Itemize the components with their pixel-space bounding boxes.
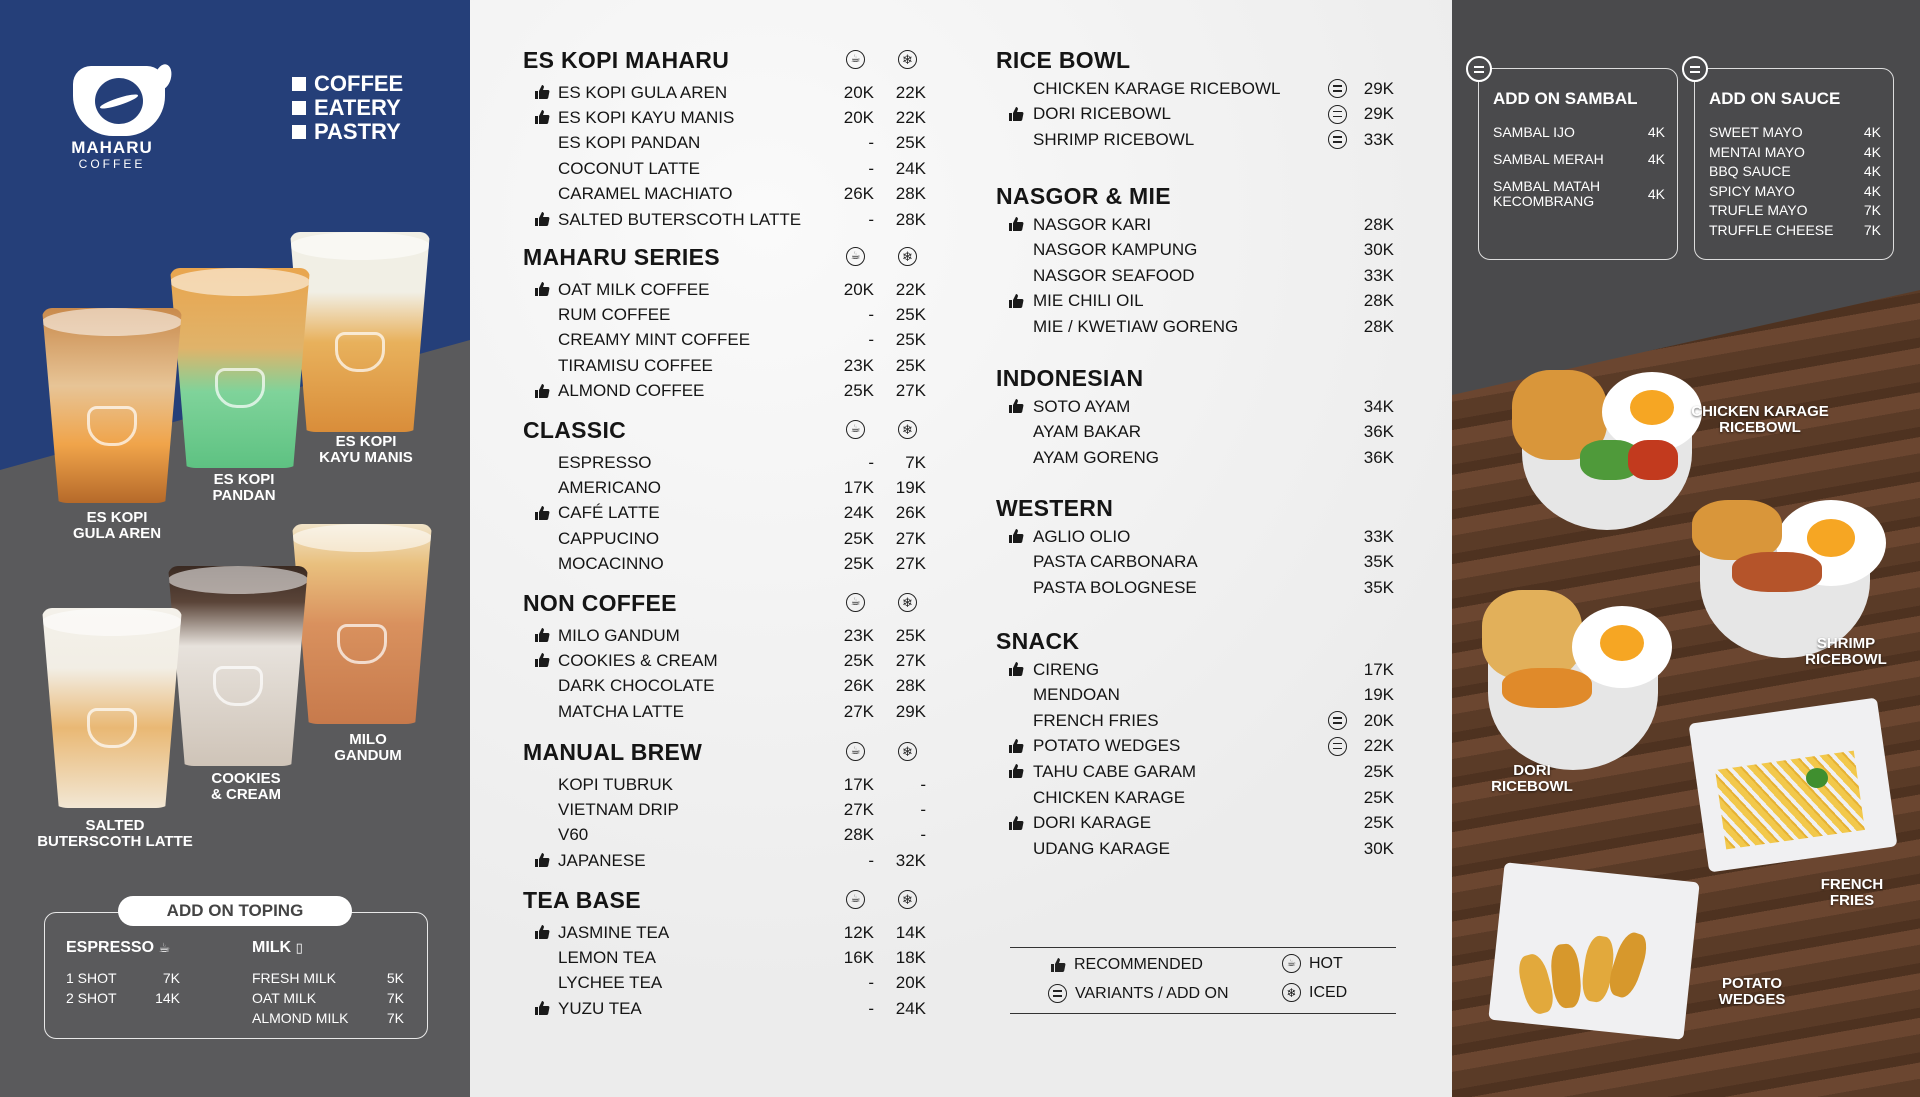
item-name: TIRAMISU COFFEE xyxy=(558,355,713,375)
thumbs-up-icon xyxy=(1008,398,1024,414)
price: 17K xyxy=(1363,659,1394,679)
menu-item xyxy=(1008,708,1398,733)
milk-heading: MILK ▯ xyxy=(252,939,303,956)
sambal-row: SAMBAL MATAH KECOMBRANG 4K xyxy=(1493,178,1665,209)
section-title-snack: SNACK xyxy=(996,628,1080,654)
menu-item xyxy=(1008,127,1398,152)
price-hot: - xyxy=(868,452,874,472)
price-hot: 25K xyxy=(843,381,874,401)
sambal-row: SAMBAL MERAH 4K xyxy=(1493,151,1665,167)
menu-item xyxy=(1008,785,1398,810)
price-hot: 17K xyxy=(843,774,874,794)
item-name: MATCHA LATTE xyxy=(558,701,684,721)
item-name: SOTO AYAM xyxy=(1033,396,1131,416)
add-on-sauce-title: ADD ON SAUCE xyxy=(1709,89,1841,108)
menu-item xyxy=(1008,289,1398,314)
sauce-row: BBQ SAUCE 4K xyxy=(1709,163,1881,179)
photo-label-salted-buterscoth-latte: SALTED BUTERSCOTH LATTE xyxy=(37,817,193,850)
thumbs-up-icon xyxy=(534,924,550,940)
menu-item xyxy=(534,674,934,699)
menu-item xyxy=(534,328,934,353)
item-name: V60 xyxy=(558,825,589,845)
item-name: DORI KARAGE xyxy=(1033,813,1152,833)
snowflake-icon: ❄ xyxy=(898,742,917,761)
price-iced: 24K xyxy=(895,998,926,1018)
price-hot: 25K xyxy=(843,554,874,574)
bullet-square-icon xyxy=(292,125,306,139)
price-iced: 27K xyxy=(895,650,926,670)
price-iced: 22K xyxy=(895,82,926,102)
item-name: AGLIO OLIO xyxy=(1033,526,1131,546)
price-iced: 20K xyxy=(895,973,926,993)
menu-item xyxy=(1008,836,1398,861)
milk-carton-icon: ▯ xyxy=(295,940,303,955)
menu-item xyxy=(534,131,934,156)
price: 25K xyxy=(1363,813,1394,833)
price: 28K xyxy=(1363,214,1394,234)
hot-cup-icon: ☕ xyxy=(846,742,865,761)
menu-item xyxy=(1008,550,1398,575)
thumbs-up-icon xyxy=(1008,815,1024,831)
price-hot: 25K xyxy=(843,650,874,670)
menu-item xyxy=(534,379,934,404)
topping-row: ALMOND MILK 7K xyxy=(252,1010,404,1026)
price: 34K xyxy=(1363,396,1394,416)
item-name: RUM COFFEE xyxy=(558,304,671,324)
item-name: POTATO WEDGES xyxy=(1033,736,1181,756)
menu-item xyxy=(1008,734,1398,759)
price-hot: 26K xyxy=(843,184,874,204)
price: 33K xyxy=(1363,265,1394,285)
section-title-classic: CLASSIC xyxy=(523,417,627,443)
price-hot: 20K xyxy=(843,82,874,102)
price-hot: 27K xyxy=(843,799,874,819)
price-hot: - xyxy=(868,133,874,153)
legend-hot: ☕ HOT xyxy=(1282,954,1343,973)
item-name: COCONUT LATTE xyxy=(558,158,700,178)
menu-item xyxy=(1008,683,1398,708)
menu-item xyxy=(1008,445,1398,470)
cup-es-kopi-kayu-manis xyxy=(290,232,430,432)
item-name: FRENCH FRIES xyxy=(1033,710,1159,730)
price-iced: 26K xyxy=(895,503,926,523)
price-hot: 25K xyxy=(843,528,874,548)
menu-item xyxy=(534,277,934,302)
add-on-toping-title: ADD ON TOPING xyxy=(118,896,352,926)
price-iced: 27K xyxy=(895,381,926,401)
menu-item xyxy=(534,105,934,130)
snowflake-icon: ❄ xyxy=(898,50,917,69)
price-hot: 27K xyxy=(843,701,874,721)
section-title-maharu-series: MAHARU SERIES xyxy=(523,244,720,270)
price-iced: 22K xyxy=(895,279,926,299)
thumbs-up-icon xyxy=(1008,106,1024,122)
legend xyxy=(1010,947,1396,1014)
legend-variants: VARIANTS / ADD ON xyxy=(1048,984,1229,1003)
price: 36K xyxy=(1363,447,1394,467)
menu-item xyxy=(1008,102,1398,127)
price-iced: 19K xyxy=(895,477,926,497)
cup-cookies-cream xyxy=(168,566,308,766)
item-name: CIRENG xyxy=(1033,659,1100,679)
price-iced: - xyxy=(920,825,926,845)
thumbs-up-icon xyxy=(534,505,550,521)
menu-item xyxy=(534,302,934,327)
thumbs-up-icon xyxy=(1008,763,1024,779)
price-hot: 20K xyxy=(843,107,874,127)
price: 33K xyxy=(1363,129,1394,149)
brand-subtitle: COFFEE xyxy=(78,157,146,171)
hot-cup-icon: ☕ xyxy=(846,420,865,439)
price: 35K xyxy=(1363,552,1394,572)
price: 29K xyxy=(1363,78,1394,98)
item-name: KOPI TUBRUK xyxy=(558,774,673,794)
item-name: PASTA CARBONARA xyxy=(1033,552,1198,572)
thumbs-up-icon xyxy=(534,627,550,643)
thumbs-up-icon xyxy=(1008,661,1024,677)
cup-milo-gandum xyxy=(292,524,432,724)
price-hot: - xyxy=(868,973,874,993)
section-title-western: WESTERN xyxy=(996,495,1114,521)
item-name: SALTED BUTERSCOTH LATTE xyxy=(558,209,802,229)
menu-item xyxy=(534,848,934,873)
item-name: VIETNAM DRIP xyxy=(558,799,679,819)
item-name: CAFÉ LATTE xyxy=(558,503,660,523)
hot-cup-icon: ☕ xyxy=(1282,954,1301,973)
sauce-row: SPICY MAYO 4K xyxy=(1709,183,1881,199)
item-name: YUZU TEA xyxy=(558,998,642,1018)
menu-item xyxy=(534,920,934,945)
maharu-logo-icon xyxy=(73,66,165,136)
section-title-manual-brew: MANUAL BREW xyxy=(523,739,703,765)
price-iced: 18K xyxy=(895,947,926,967)
menu-item xyxy=(534,945,934,970)
hot-cup-icon: ☕ xyxy=(846,247,865,266)
item-name: CAPPUCINO xyxy=(558,528,660,548)
list-circle-icon xyxy=(1048,984,1067,1003)
parsley-garnish xyxy=(1806,768,1828,788)
menu-item xyxy=(534,475,934,500)
item-name: MENDOAN xyxy=(1033,685,1120,705)
item-name: MIE CHILI OIL xyxy=(1033,291,1144,311)
price-hot: - xyxy=(868,330,874,350)
topping-row: OAT MILK 7K xyxy=(252,990,404,1006)
price: 19K xyxy=(1363,685,1394,705)
add-on-sambal-title: ADD ON SAMBAL xyxy=(1493,89,1638,108)
price: 36K xyxy=(1363,422,1394,442)
menu-item xyxy=(534,971,934,996)
price-hot: - xyxy=(868,158,874,178)
sauce-row: TRUFLE MAYO 7K xyxy=(1709,202,1881,218)
price-hot: 23K xyxy=(843,625,874,645)
thumbs-up-icon xyxy=(534,109,550,125)
item-name: CHICKEN KARAGE xyxy=(1033,787,1186,807)
topping-row: 1 SHOT 7K xyxy=(66,970,180,986)
sauce-row: TRUFFLE CHEESE 7K xyxy=(1709,222,1881,238)
item-name: AYAM BAKAR xyxy=(1033,422,1142,442)
add-on-sauce-box xyxy=(1694,68,1894,260)
price-hot: 12K xyxy=(843,922,874,942)
price-iced: 25K xyxy=(895,330,926,350)
thumbs-up-icon xyxy=(1008,216,1024,232)
thumbs-up-icon xyxy=(534,852,550,868)
item-name: MILO GANDUM xyxy=(558,625,680,645)
price-iced: 28K xyxy=(895,209,926,229)
menu-item xyxy=(534,353,934,378)
item-name: MOCACINNO xyxy=(558,554,664,574)
thumbs-up-icon xyxy=(534,652,550,668)
brand-name: MAHARU xyxy=(71,138,153,157)
hot-cup-icon: ☕ xyxy=(846,593,865,612)
price-hot: 28K xyxy=(843,825,874,845)
menu-item xyxy=(1008,212,1398,237)
item-name: PASTA BOLOGNESE xyxy=(1033,577,1197,597)
item-name: AYAM GORENG xyxy=(1033,447,1159,467)
topping-row: 2 SHOT 14K xyxy=(66,990,180,1006)
cup-icon: ☕ xyxy=(158,940,171,955)
thumbs-up-icon xyxy=(534,1000,550,1016)
item-name: JAPANESE xyxy=(558,850,646,870)
price-iced: 29K xyxy=(895,701,926,721)
price: 25K xyxy=(1363,761,1394,781)
hot-cup-icon: ☕ xyxy=(846,50,865,69)
item-name: OAT MILK COFFEE xyxy=(558,279,710,299)
photo-label-dori-ricebowl: DORI RICEBOWL xyxy=(1491,762,1573,795)
item-name: SHRIMP RICEBOWL xyxy=(1033,129,1195,149)
item-name: COOKIES & CREAM xyxy=(558,650,718,670)
thumbs-up-icon xyxy=(534,84,550,100)
price: 25K xyxy=(1363,787,1394,807)
item-name: UDANG KARAGE xyxy=(1033,838,1170,858)
thumbs-up-icon xyxy=(1008,738,1024,754)
thumbs-up-icon xyxy=(534,281,550,297)
section-title-non-coffee: NON COFFEE xyxy=(523,590,677,616)
price-iced: 25K xyxy=(895,625,926,645)
price: 28K xyxy=(1363,316,1394,336)
thumbs-up-icon xyxy=(1008,293,1024,309)
item-name: TAHU CABE GARAM xyxy=(1033,761,1197,781)
menu-item xyxy=(534,207,934,232)
price-hot: - xyxy=(868,850,874,870)
item-name: DARK CHOCOLATE xyxy=(558,676,715,696)
price-hot: 16K xyxy=(843,947,874,967)
section-title-rice-bowl: RICE BOWL xyxy=(996,47,1131,73)
bullet-square-icon xyxy=(292,101,306,115)
price: 20K xyxy=(1363,710,1394,730)
price-hot: - xyxy=(868,998,874,1018)
legend-recommended: RECOMMENDED xyxy=(1050,956,1203,974)
menu-item xyxy=(534,526,934,551)
photo-label-chicken-karage-ricebowl: CHICKEN KARAGE RICEBOWL xyxy=(1691,403,1829,436)
menu-item xyxy=(534,450,934,475)
snowflake-icon: ❄ xyxy=(898,420,917,439)
price-iced: - xyxy=(920,799,926,819)
price: 33K xyxy=(1363,526,1394,546)
menu-item xyxy=(1008,394,1398,419)
thumbs-up-icon xyxy=(534,383,550,399)
price: 35K xyxy=(1363,577,1394,597)
price-hot: - xyxy=(868,304,874,324)
espresso-heading: ESPRESSO ☕ xyxy=(66,939,171,956)
item-name: ALMOND COFFEE xyxy=(558,381,705,401)
price-hot: 26K xyxy=(843,676,874,696)
photo-label-shrimp-ricebowl: SHRIMP RICEBOWL xyxy=(1805,635,1887,668)
category-coffee: COFFEE xyxy=(314,71,404,96)
snowflake-icon: ❄ xyxy=(898,247,917,266)
photo-label-es-kopi-kayu-manis: ES KOPI KAYU MANIS xyxy=(319,433,413,466)
menu-item xyxy=(534,156,934,181)
menu-item xyxy=(1008,314,1398,339)
menu-item xyxy=(1008,76,1398,101)
brand-categories xyxy=(292,72,403,144)
price-iced: 25K xyxy=(895,133,926,153)
item-name: NASGOR KARI xyxy=(1033,214,1152,234)
price: 28K xyxy=(1363,291,1394,311)
price: 30K xyxy=(1363,240,1394,260)
item-name: ES KOPI KAYU MANIS xyxy=(558,107,735,127)
hot-cup-icon: ☕ xyxy=(846,890,865,909)
item-name: JASMINE TEA xyxy=(558,922,670,942)
item-name: ES KOPI GULA AREN xyxy=(558,82,728,102)
menu-item xyxy=(534,797,934,822)
price-hot: 24K xyxy=(843,503,874,523)
menu-item xyxy=(1008,811,1398,836)
price: 22K xyxy=(1363,736,1394,756)
legend-iced: ❄ ICED xyxy=(1282,983,1347,1002)
menu-item xyxy=(534,772,934,797)
price-iced: 7K xyxy=(905,452,926,472)
menu-item xyxy=(534,648,934,673)
price-iced: 14K xyxy=(895,922,926,942)
category-pastry: PASTRY xyxy=(314,119,401,144)
menu-item xyxy=(1008,759,1398,784)
item-name: AMERICANO xyxy=(558,477,661,497)
menu-item xyxy=(1008,263,1398,288)
add-on-sambal-box xyxy=(1478,68,1678,260)
thumbs-up-icon xyxy=(1008,528,1024,544)
sauce-row: SWEET MAYO 4K xyxy=(1709,124,1881,140)
item-name: ES KOPI PANDAN xyxy=(558,133,701,153)
photo-label-french-fries: FRENCH FRIES xyxy=(1820,876,1884,909)
price-iced: 27K xyxy=(895,528,926,548)
bullet-square-icon xyxy=(292,77,306,91)
menu-item xyxy=(534,699,934,724)
section-title-nasgor-mie: NASGOR & MIE xyxy=(996,183,1171,209)
section-title-tea-base: TEA BASE xyxy=(523,887,641,913)
snowflake-icon: ❄ xyxy=(898,593,917,612)
price-iced: 25K xyxy=(895,304,926,324)
snowflake-icon: ❄ xyxy=(898,890,917,909)
price-hot: 20K xyxy=(843,279,874,299)
price-iced: 25K xyxy=(895,355,926,375)
menu-item xyxy=(534,501,934,526)
menu-item xyxy=(1008,657,1398,682)
cup-es-kopi-gula-aren xyxy=(42,308,182,503)
item-name: CARAMEL MACHIATO xyxy=(558,184,733,204)
list-circle-icon xyxy=(1682,56,1708,82)
price-iced: 22K xyxy=(895,107,926,127)
price-hot: 17K xyxy=(843,477,874,497)
item-name: NASGOR KAMPUNG xyxy=(1033,240,1198,260)
price-iced: - xyxy=(920,774,926,794)
price-iced: 24K xyxy=(895,158,926,178)
food-photo-panel xyxy=(1452,0,1920,1097)
section-title-es-kopi-maharu: ES KOPI MAHARU xyxy=(523,47,730,73)
menu-item xyxy=(1008,575,1398,600)
menu-item xyxy=(1008,420,1398,445)
topping-row: FRESH MILK 5K xyxy=(252,970,404,986)
price-iced: 27K xyxy=(895,554,926,574)
price-iced: 28K xyxy=(895,676,926,696)
item-name: MIE / KWETIAW GORENG xyxy=(1033,316,1239,336)
cup-es-kopi-pandan xyxy=(170,268,310,468)
item-name: LEMON TEA xyxy=(558,947,656,967)
item-name: ESPRESSO xyxy=(558,452,652,472)
photo-label-es-kopi-pandan: ES KOPI PANDAN xyxy=(212,471,276,504)
thumbs-up-icon xyxy=(534,211,550,227)
menu-item xyxy=(534,623,934,648)
list-circle-icon xyxy=(1466,56,1492,82)
item-name: DORI RICEBOWL xyxy=(1033,104,1171,124)
photo-label-milo-gandum: MILO GANDUM xyxy=(334,731,402,764)
menu-item xyxy=(1008,524,1398,549)
menu-item xyxy=(534,80,934,105)
menu-item xyxy=(534,552,934,577)
thumbs-up-icon xyxy=(1050,957,1066,973)
snowflake-icon: ❄ xyxy=(1282,983,1301,1002)
item-name: LYCHEE TEA xyxy=(558,973,663,993)
price-iced: 28K xyxy=(895,184,926,204)
category-eatery: EATERY xyxy=(314,95,401,120)
sauce-row: MENTAI MAYO 4K xyxy=(1709,144,1881,160)
price: 29K xyxy=(1363,104,1394,124)
section-title-indonesian: INDONESIAN xyxy=(996,365,1144,391)
photo-label-cookies-cream: COOKIES & CREAM xyxy=(211,770,281,803)
drinks-photo-panel xyxy=(0,0,470,1097)
menu-item xyxy=(534,823,934,848)
item-name: CHICKEN KARAGE RICEBOWL xyxy=(1033,78,1281,98)
menu-item xyxy=(1008,238,1398,263)
item-name: CREAMY MINT COFFEE xyxy=(558,330,751,350)
price-hot: 23K xyxy=(843,355,874,375)
item-name: NASGOR SEAFOOD xyxy=(1033,265,1195,285)
menu-item xyxy=(534,996,934,1021)
sambal-row: SAMBAL IJO 4K xyxy=(1493,124,1665,140)
price-hot: - xyxy=(868,209,874,229)
cup-salted-buterscoth-latte xyxy=(42,608,182,808)
menu-item xyxy=(534,182,934,207)
price: 30K xyxy=(1363,838,1394,858)
photo-label-potato-wedges: POTATO WEDGES xyxy=(1718,975,1786,1008)
price-iced: 32K xyxy=(895,850,926,870)
photo-label-es-kopi-gula-aren: ES KOPI GULA AREN xyxy=(72,509,162,542)
